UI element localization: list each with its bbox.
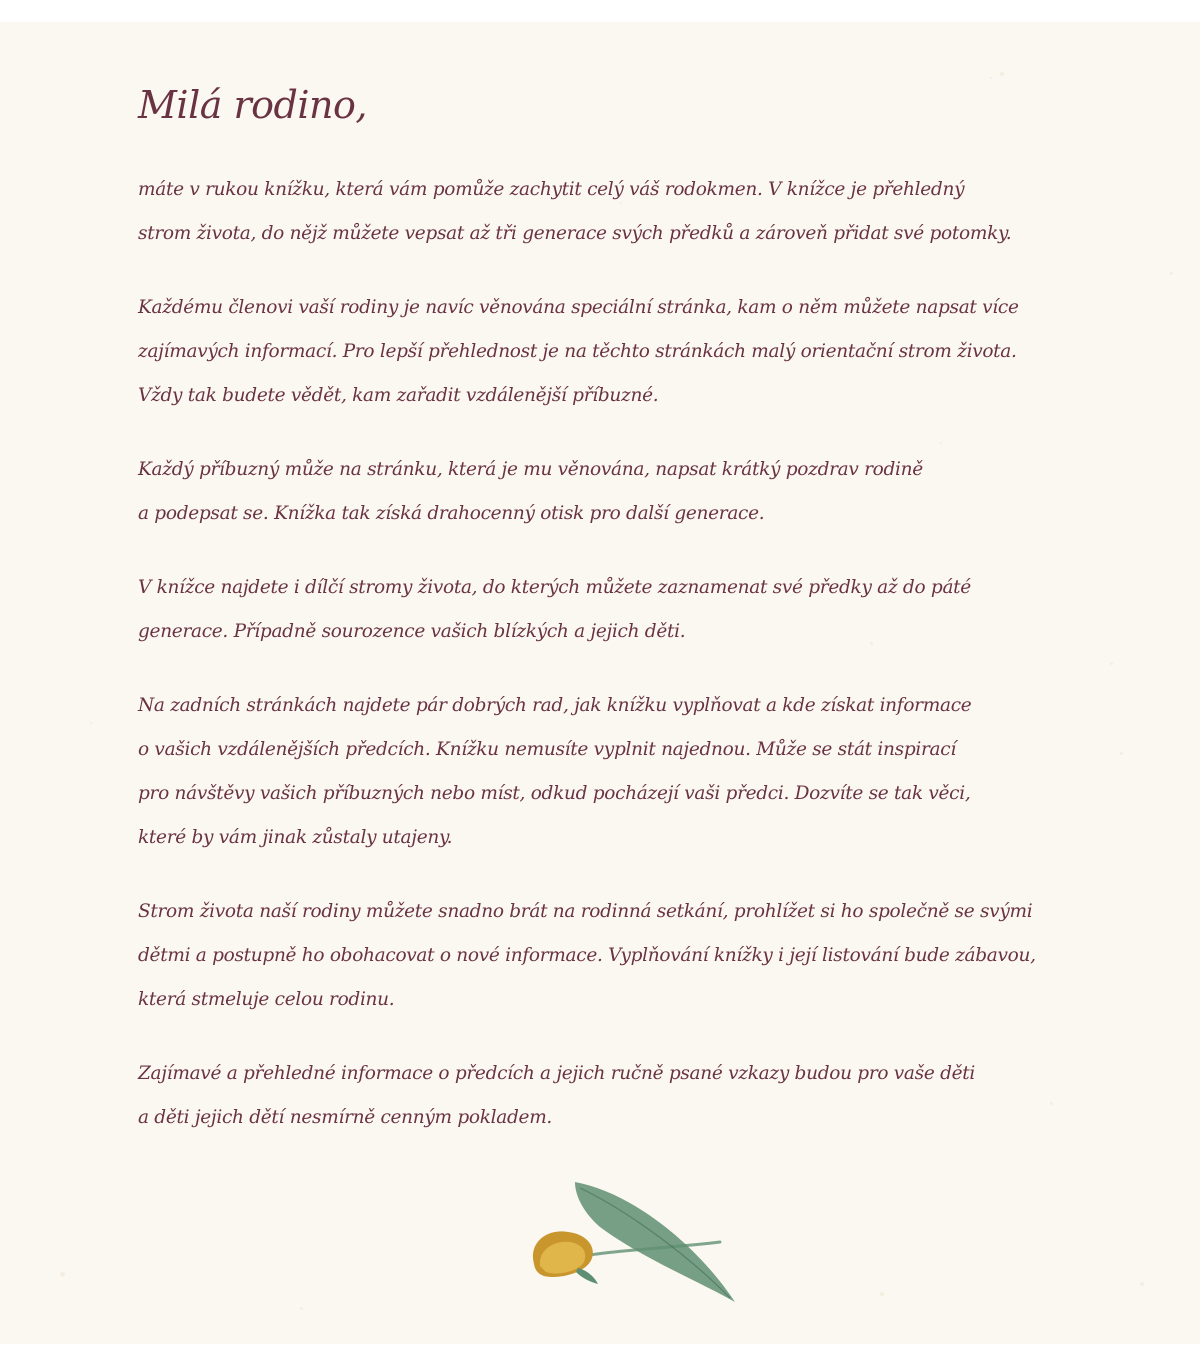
paragraph-line: pro návštěvy vašich příbuzných nebo míst, odkud pocházejí vaši předci. Dozvíte se tak věci, (138, 783, 971, 804)
paragraph-line: o vašich vzdálenějších předcích. Knížku nemusíte vyplnit najednou. Může se stát inspirací (138, 739, 956, 760)
letter (138, 80, 1138, 1170)
paragraph-line: Strom života naší rodiny můžete snadno brát na rodinná setkání, prohlížet si ho společně se svými (138, 901, 1033, 922)
paragraph-line: a podepsat se. Knížka tak získá drahocenný otisk pro další generace. (138, 503, 765, 524)
paragraph (138, 566, 1138, 654)
paragraph-line: V knížce najdete i dílčí stromy života, do kterých můžete zaznamenat své předky až do páté (138, 577, 971, 598)
paper-speck (300, 1307, 303, 1310)
paragraph-line: zajímavých informací. Pro lepší přehlednost je na těchto stránkách malý orientační strom života. (138, 341, 1017, 362)
paragraph (138, 1052, 1138, 1140)
paragraph (138, 286, 1138, 418)
letter-body (138, 168, 1138, 1140)
paragraph (138, 890, 1138, 1022)
paper-speck (90, 722, 92, 724)
paper-speck (60, 1272, 65, 1277)
paragraph-line: dětmi a postupně ho obohacovat o nové informace. Vyplňování knížky i její listování bude zábavou, (138, 945, 1036, 966)
paragraph-line: Vždy tak budete vědět, kam zařadit vzdálenější příbuzné. (138, 385, 659, 406)
paragraph-line: Na zadních stránkách najdete pár dobrých rad, jak knížku vyplňovat a kde získat informace (138, 695, 972, 716)
letter-page (0, 22, 1200, 1344)
paper-speck (880, 1292, 884, 1296)
paper-speck (990, 77, 992, 79)
paper-speck (1000, 72, 1004, 76)
tulip-sepal (576, 1268, 598, 1284)
paper-speck (1140, 1282, 1144, 1286)
paragraph-line: Každý příbuzný může na stránku, která je mu věnována, napsat krátký pozdrav rodině (138, 459, 923, 480)
paragraph-line: Každému členovi vaší rodiny je navíc věnována speciální stránka, kam o něm můžete napsat více (138, 297, 1019, 318)
paragraph-line: a děti jejich dětí nesmírně cenným pokladem. (138, 1107, 553, 1128)
paragraph-line: máte v rukou knížku, která vám pomůže zachytit celý váš rodokmen. V knížce je přehledný (138, 179, 965, 200)
paragraph-line: generace. Případně sourozence vašich blízkých a jejich děti. (138, 621, 686, 642)
paragraph-line: strom života, do nějž můžete vepsat až tři generace svých předků a zároveň přidat své potomky. (138, 223, 1012, 244)
paragraph (138, 684, 1138, 860)
paragraph (138, 168, 1138, 256)
greeting-heading: Milá rodino, (138, 83, 367, 127)
paper-speck (1170, 272, 1173, 275)
paragraph (138, 448, 1138, 536)
paragraph-line: která stmeluje celou rodinu. (138, 989, 395, 1010)
paragraph-line: které by vám jinak zůstaly utajeny. (138, 827, 453, 848)
tulip-illustration (520, 1172, 750, 1322)
paragraph-line: Zajímavé a přehledné informace o předcích a jejich ručně psané vzkazy budou pro vaše děti (138, 1063, 976, 1084)
